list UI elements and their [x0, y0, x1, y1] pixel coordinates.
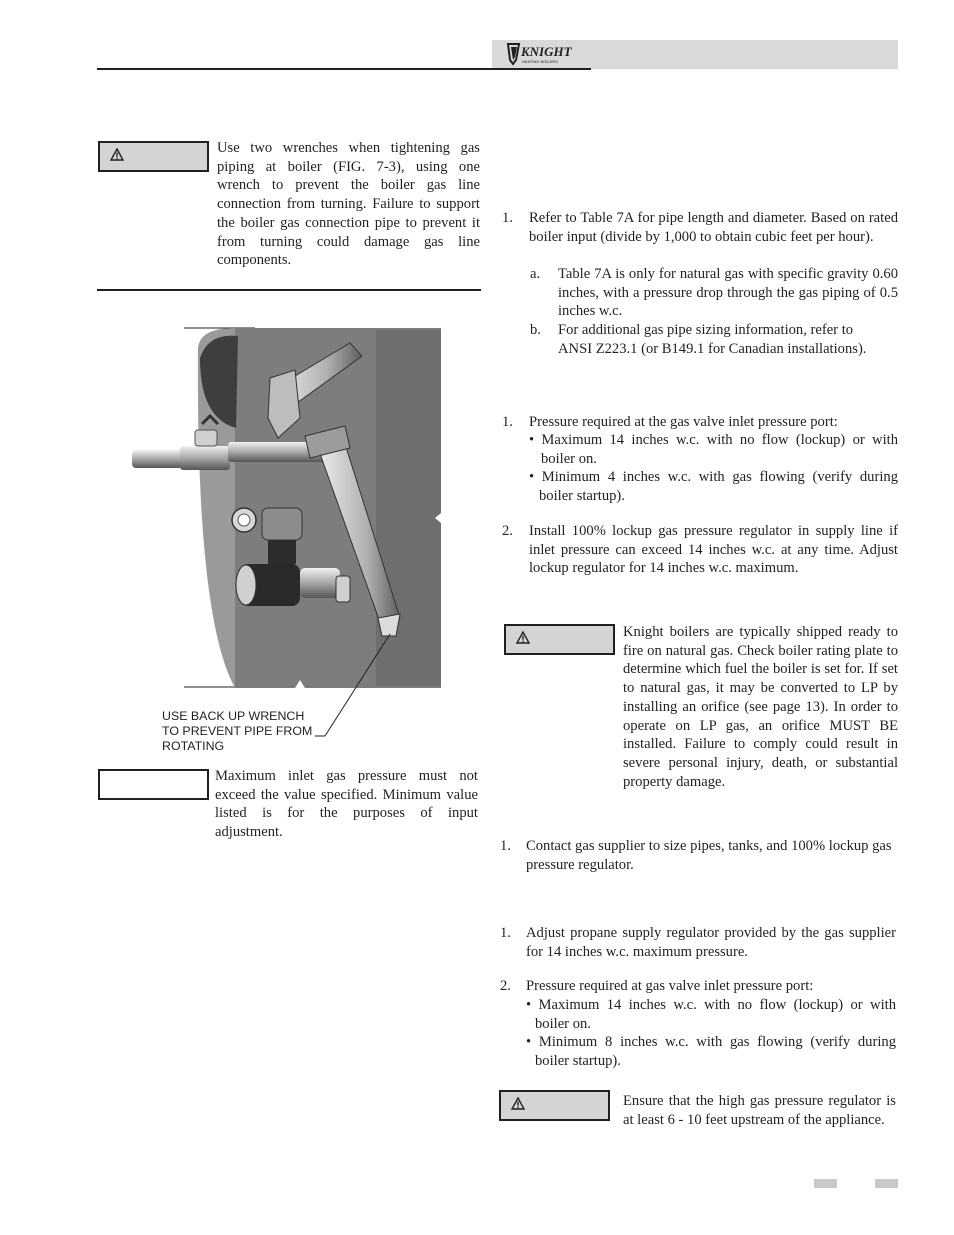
- list-number: 1.: [502, 210, 513, 226]
- warning-triangle-icon: [110, 148, 124, 161]
- list-text: Pressure required at gas valve inlet pressure port:: [526, 978, 814, 994]
- logo-text: KNIGHT: [521, 44, 572, 59]
- boiler-gas-connection-figure: [100, 318, 460, 758]
- bullet-item: • Minimum 8 inches w.c. with gas flowing (verify during boiler startup).: [526, 1034, 896, 1069]
- list-text: Adjust propane supply regulator provided by the gas supplier for 14 inches w.c. maximum pressure.: [526, 925, 896, 960]
- notice-label-box: [98, 769, 209, 800]
- warning-text-lp-conversion: Knight boilers are typically shipped ready to fire on natural gas. Check boiler rating plate to determine which fuel the boiler is set for. If set to natural gas, it may be converted to LP by installing an orifice (see page 13). In order to operate on LP gas, an orifice MUST BE installed. Failure to comply could result in severe personal injury, death, or substantial property damage.: [623, 624, 898, 790]
- list-number: 2.: [500, 978, 511, 994]
- list-text: Contact gas supplier to size pipes, tanks, and 100% lockup gas pressure regulator.: [526, 838, 892, 873]
- list-letter: b.: [530, 322, 541, 338]
- warning-triangle-icon: [511, 1097, 525, 1110]
- footer-block-left: [814, 1179, 837, 1188]
- warning-triangle-icon: [516, 631, 530, 644]
- section-rule-left: [97, 289, 481, 291]
- warning-label-box: [504, 624, 615, 655]
- bullet-item: • Maximum 14 inches w.c. with no flow (lockup) or with boiler on.: [526, 997, 896, 1032]
- list-letter: a.: [530, 266, 541, 282]
- knight-logo: [505, 40, 585, 68]
- list-number: 1.: [500, 838, 511, 854]
- figure-caption: [162, 709, 332, 754]
- warning-text-regulator-distance: Ensure that the high gas pressure regulator is at least 6 - 10 feet upstream of the appliance.: [623, 1093, 896, 1128]
- footer-block-right: [875, 1179, 898, 1188]
- caption-line-2: TO PREVENT PIPE FROM: [162, 724, 313, 738]
- list-subtext: Table 7A is only for natural gas with specific gravity 0.60 inches, with a pressure drop through the gas piping of 0.5 inches w.c.: [558, 266, 898, 320]
- logo-subtext: HEATING BOILERS: [522, 59, 558, 64]
- figure-illustration: [100, 318, 460, 758]
- notice-text-inlet-pressure: Maximum inlet gas pressure must not exceed the value specified. Minimum value listed is for the purposes of input adjustment.: [215, 768, 478, 841]
- knight-logo-icon: [505, 40, 585, 68]
- list-text: Pressure required at the gas valve inlet pressure port:: [529, 414, 838, 430]
- list-subtext-line-2: ANSI Z223.1 (or B149.1 for Canadian installations).: [558, 341, 867, 357]
- bullet-item: • Maximum 14 inches w.c. with no flow (lockup) or with boiler on.: [529, 432, 898, 467]
- warning-label-box: [499, 1090, 610, 1121]
- caption-line-1: USE BACK UP WRENCH: [162, 709, 305, 723]
- list-text: Install 100% lockup gas pressure regulator in supply line if inlet pressure can exceed 14 inches w.c. at any time. Adjust lockup regulator for 14 inches w.c. maximum.: [529, 523, 898, 577]
- list-number: 1.: [500, 925, 511, 941]
- list-subtext-line-1: For additional gas pipe sizing information, refer to: [558, 322, 854, 338]
- list-number: 1.: [502, 414, 513, 430]
- list-number: 2.: [502, 523, 513, 539]
- bullet-item: • Minimum 4 inches w.c. with gas flowing (verify during boiler startup).: [529, 469, 898, 504]
- warning-text-wrenches: Use two wrenches when tightening gas piping at boiler (FIG. 7-3), using one wrench to prevent the boiler gas line connection from turning. Failure to support the boiler gas connection pipe to prevent it from turning could damage gas line components.: [217, 140, 480, 269]
- warning-label-box: [98, 141, 209, 172]
- header-rule: [97, 68, 591, 70]
- caption-line-3: ROTATING: [162, 739, 225, 753]
- list-text: Refer to Table 7A for pipe length and diameter. Based on rated boiler input (divide by 1,000 to obtain cubic feet per hour).: [529, 210, 898, 245]
